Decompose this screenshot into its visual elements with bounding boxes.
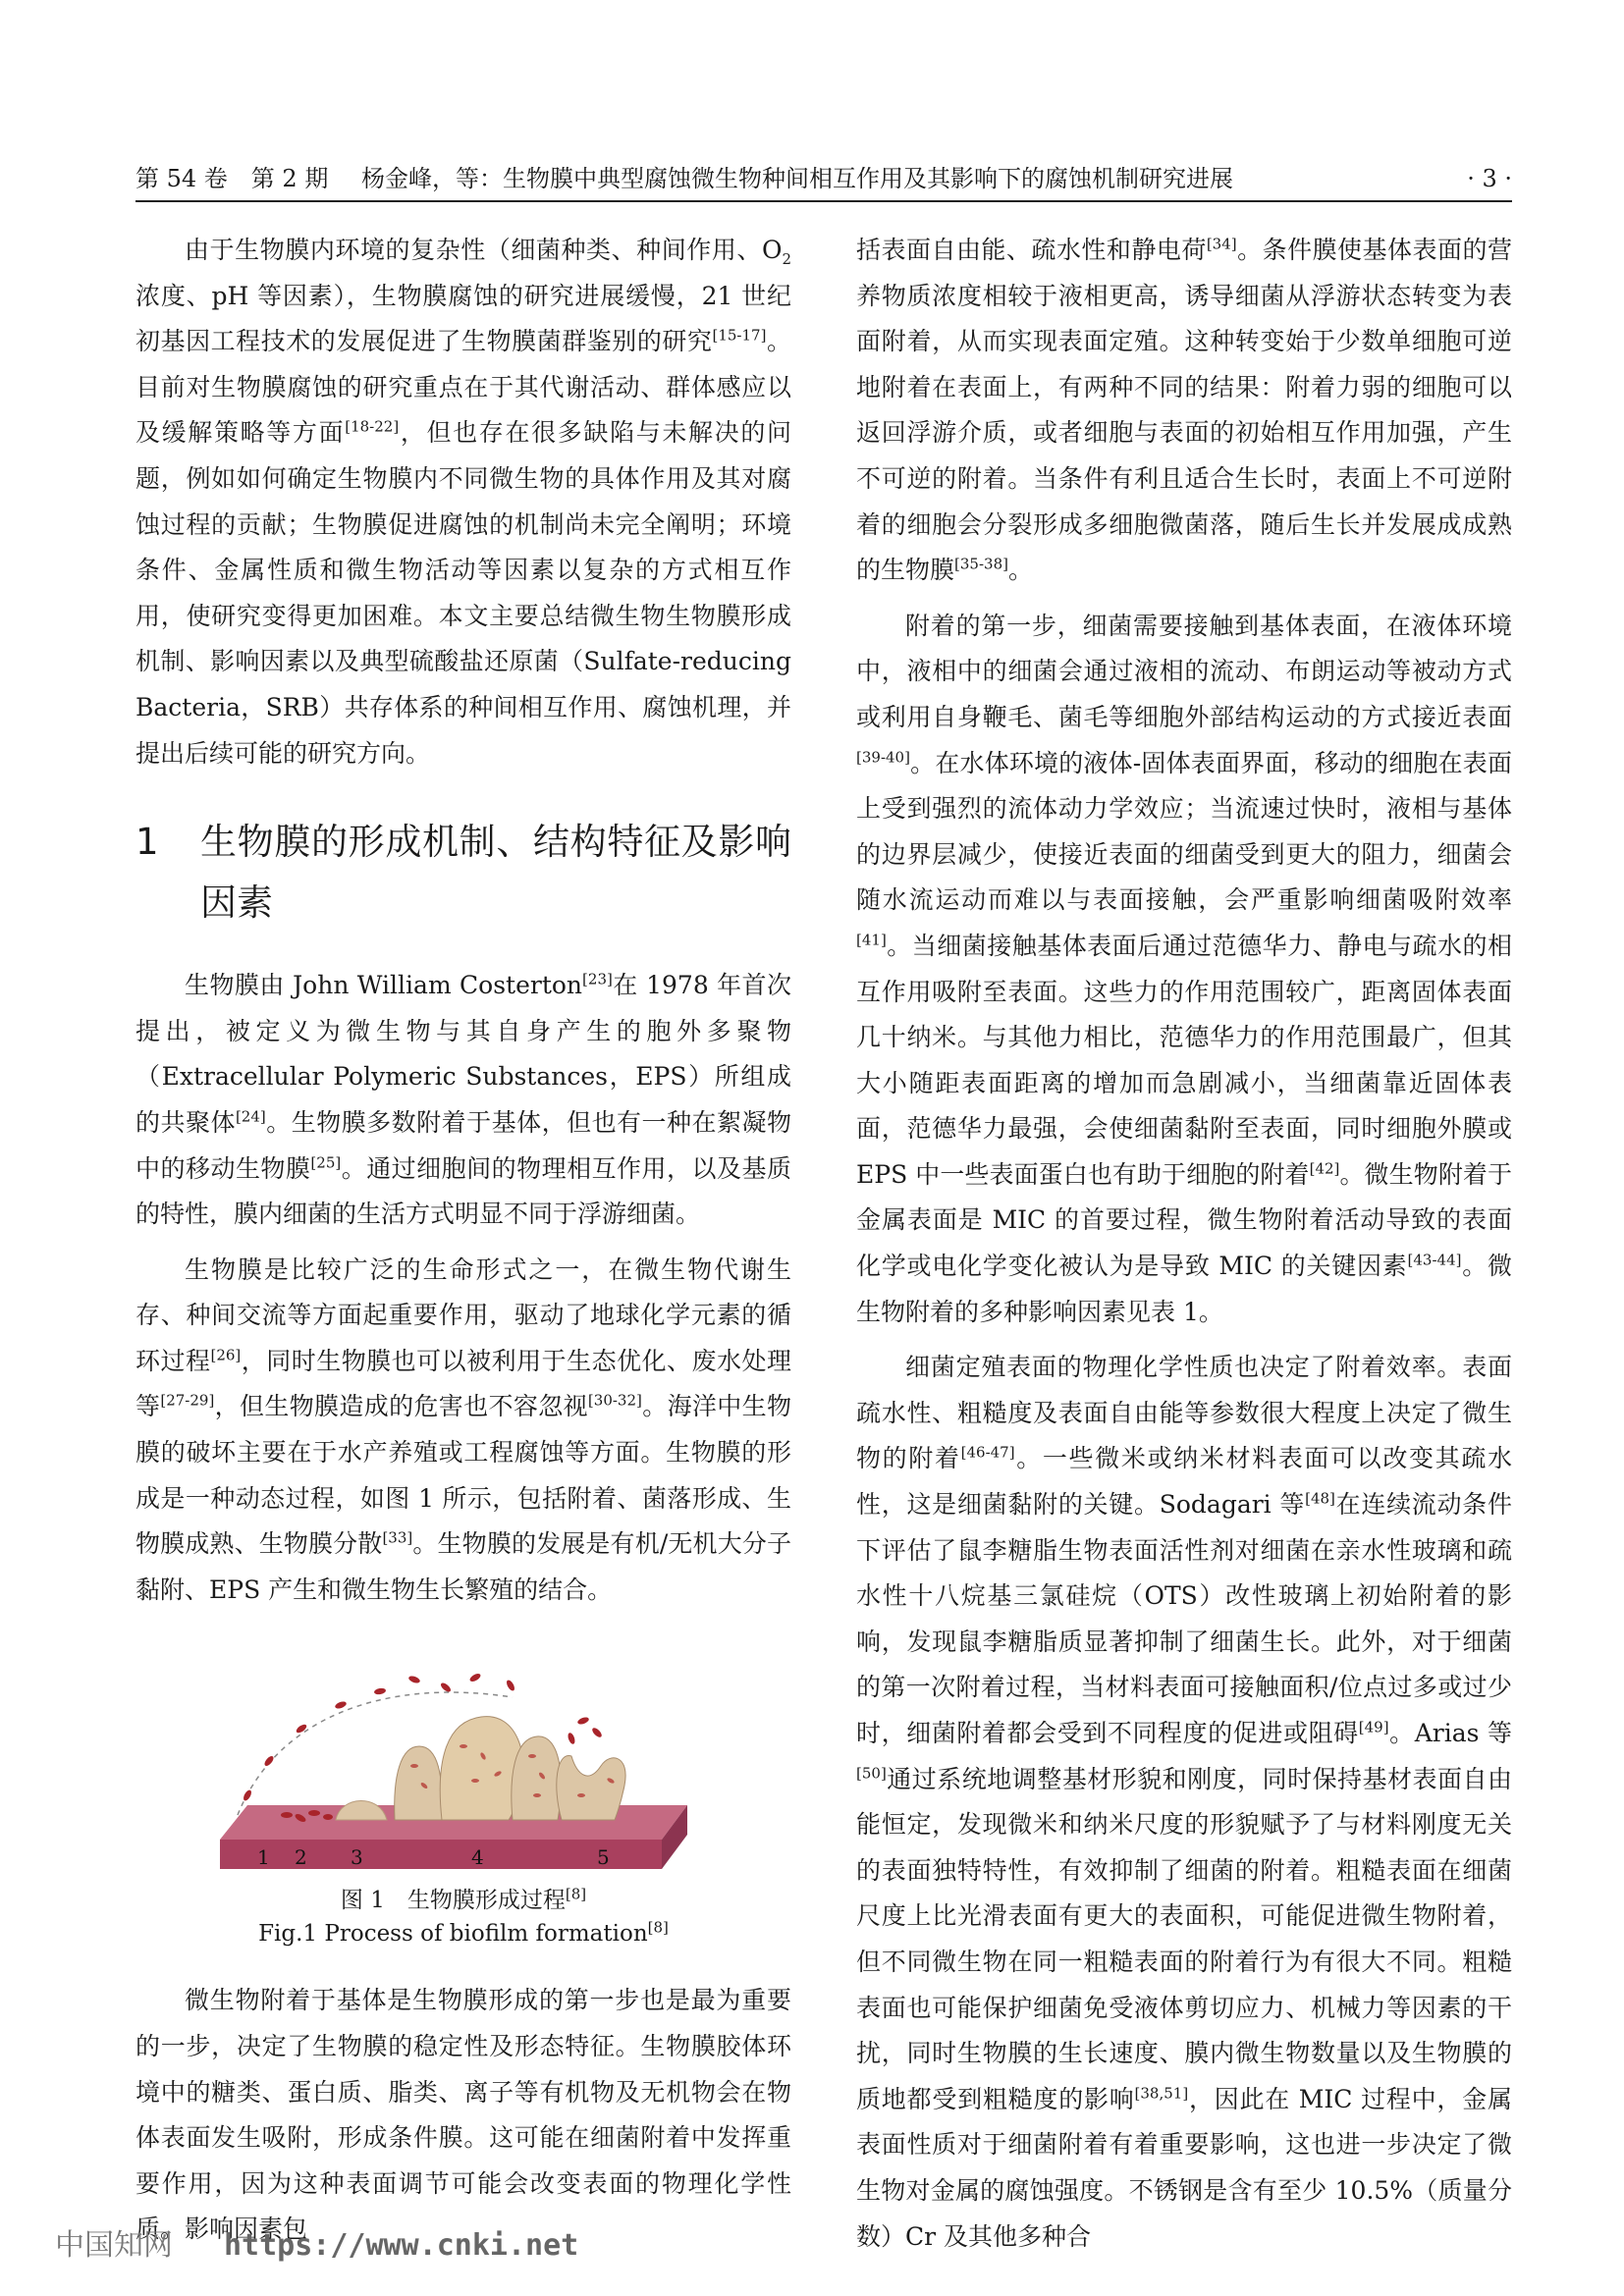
right-column bbox=[856, 228, 1512, 2260]
citation[interactable]: [25] bbox=[310, 1153, 342, 1172]
stage-label: 4 bbox=[471, 1845, 484, 1870]
substrate-front bbox=[220, 1840, 662, 1869]
figure-caption-en: Fig.1 Process of biofilm formation[8] bbox=[258, 1918, 669, 1948]
citation[interactable]: [50] bbox=[856, 1764, 887, 1783]
paragraph-definition: 生物膜由 John William Costerton[23]在 1978 年首次提出，被定义为微生物与其自身产生的胞外多聚物（Extracellular Polymeric Substances，EPS）所组成的共聚体[24]。生物膜多数附着于基体，但也有一种在絮凝物中的移动生物膜[25]。通过细胞间的物理相互作用，以及基质的特性，膜内细菌的生活方式明显不同于浮游细菌。 bbox=[135, 970, 791, 1229]
stage-label: 2 bbox=[295, 1845, 307, 1870]
journal-volume: 第 54 卷 第 2 期 bbox=[135, 165, 329, 192]
site-url[interactable]: https://www.cnki.net bbox=[224, 2228, 579, 2263]
mature-biofilm-small bbox=[395, 1746, 443, 1820]
figure-caption-cn: 图 1 生物膜形成过程[8] bbox=[340, 1885, 587, 1914]
microcolony bbox=[336, 1801, 387, 1821]
site-name: 中国知网 bbox=[55, 2228, 173, 2263]
paragraph-conditioning-film: 括表面自由能、疏水性和静电荷[34]。条件膜使基体表面的营养物质浓度相较于液相更高，诱导细菌从浮游状态转变为表面附着，从而实现表面定殖。这种转变始于少数单细胞可逆地附着在表面上，有两种不同的结果：附着力弱的细胞可以返回浮游介质，或者细胞与表面的初始相互作用加强，产生不可逆的附着。当条件有利且适合生长时，表面上不可逆附着的细胞会分裂形成多细胞微菌落，随后生长并发展成成熟的生物膜[35-38]。 bbox=[856, 235, 1512, 585]
figure-1 bbox=[135, 1658, 791, 1950]
citation[interactable]: [26] bbox=[210, 1346, 242, 1364]
stage-label: 1 bbox=[257, 1845, 270, 1870]
running-title: 杨金峰，等：生物膜中典型腐蚀微生物种间相互作用及其影响下的腐蚀机制研究进展 bbox=[361, 165, 1233, 192]
section-heading bbox=[135, 812, 791, 934]
citation[interactable]: [49] bbox=[1358, 1718, 1389, 1736]
paragraph-attachment: 微生物附着于基体是生物膜形成的第一步也是最为重要的一步，决定了生物膜的稳定性及形态特征。生物膜胶体环境中的糖类、蛋白质、脂类、离子等有机物及无机物会在物体表面发生吸附，形成条件膜。这可能在细菌附着中发挥重要作用，因为这种表面调节可能会改变表面的物理化学性质。影响因素包 bbox=[135, 1986, 791, 2244]
citation[interactable]: [38,51] bbox=[1134, 2084, 1189, 2103]
paragraph-first-step: 附着的第一步，细菌需要接触到基体表面，在液体环境中，液相中的细菌会通过液相的流动、布朗运动等被动方式或利用自身鞭毛、菌毛等细胞外部结构运动的方式接近表面[39-40]。在水体环境的液体-固体表面界面，移动的细胞在表面上受到强烈的流体动力学效应；当流速过快时，液相与基体的边界层减少，使接近表面的细菌受到更大的阻力，细菌会随水流运动而难以与表面接触，会严重影响细菌吸附效率[41]。当细菌接触基体表面后通过范德华力、静电与疏水的相互作用吸附至表面。这些力的作用范围较广，距离固体表面几十纳米。与其他力相比，范德华力的作用范围最广，但其大小随距表面距离的增加而急剧减小，当细菌靠近固体表面，范德华力最强，会使细菌黏附至表面，同时细胞外膜或 EPS 中一些表面蛋白也有助于细胞的附着[42]。微生物附着于金属表面是 MIC 的首要过程，微生物附着活动导致的表面化学或电化学变化被认为是导致 MIC 的关键因素[43-44]。微生物附着的多种影响因素见表 1。 bbox=[856, 611, 1512, 1326]
citation[interactable]: [30-32] bbox=[587, 1392, 642, 1411]
biofilm-formation-illustration bbox=[218, 1658, 709, 1884]
citation[interactable]: [48] bbox=[1305, 1489, 1335, 1508]
paragraph-life-form: 生物膜是比较广泛的生命形式之一，在微生物代谢生存、种间交流等方面起重要作用，驱动了地球化学元素的循环过程[26]，同时生物膜也可以被利用于生态优化、废水处理等[27-29]，但生物膜造成的危害也不容忽视[30-32]。海洋中生物膜的破坏主要在于水产养殖或工程腐蚀等方面。生物膜的形成是一种动态过程，如图 1 所示，包括附着、菌落形成、生物膜成熟、生物膜分散[33]。生物膜的发展是有机/无机大分子黏附、EPS 产生和微生物生长繁殖的结合。 bbox=[135, 1255, 791, 1604]
watermark-footer bbox=[55, 2220, 578, 2264]
running-header bbox=[135, 157, 1512, 202]
citation[interactable]: [41] bbox=[856, 931, 887, 949]
citation[interactable]: [42] bbox=[1309, 1159, 1340, 1178]
citation[interactable]: [23] bbox=[582, 970, 613, 988]
section-title: 生物膜的形成机制、结构特征及影响因素 bbox=[200, 821, 791, 925]
citation[interactable]: [39-40] bbox=[856, 748, 910, 767]
stage-label: 5 bbox=[597, 1845, 610, 1870]
stage-label: 3 bbox=[351, 1845, 363, 1870]
section-number: 1 bbox=[135, 821, 159, 864]
dispersing-biofilm bbox=[557, 1756, 625, 1820]
paragraph-intro: 由于生物膜内环境的复杂性（细菌种类、种间作用、$O_2$浓度、pH 等因素），生物膜腐蚀的研究进展缓慢，21 世纪初基因工程技术的发展促进了生物膜菌群鉴别的研究[15-17]。目前对生物膜腐蚀的研究重点在于其代谢活动、群体感应以及缓解策略等方面[18-22]，但也存在很多缺陷与未解决的问题，例如如何确定生物膜内不同微生物的具体作用及其对腐蚀过程的贡献；生物膜促进腐蚀的机制尚未完全阐明；环境条件、金属性质和微生物活动等因素以复杂的方式相互作用，使研究变得更加困难。本文主要总结微生物生物膜形成机制、影响因素以及典型硫酸盐还原菌（Sulfate-reducing Bacteria，SRB）共存体系的种间相互作用、腐蚀机理，并提出后续可能的研究方向。 bbox=[135, 236, 791, 768]
citation[interactable]: [15-17] bbox=[712, 326, 767, 345]
citation[interactable]: [18-22] bbox=[345, 418, 400, 437]
citation[interactable]: [34] bbox=[1206, 235, 1237, 253]
left-column bbox=[135, 228, 791, 2253]
citation[interactable]: [33] bbox=[382, 1528, 413, 1547]
citation[interactable]: [46-47] bbox=[960, 1444, 1015, 1463]
citation[interactable]: [43-44] bbox=[1407, 1251, 1462, 1269]
paragraph-surface-properties: 细菌定殖表面的物理化学性质也决定了附着效率。表面疏水性、粗糙度及表面自由能等参数很大程度上决定了微生物的附着[46-47]。一些微米或纳米材料表面可以改变其疏水性，这是细菌黏附的关键。Sodagari 等[48]在连续流动条件下评估了鼠李糖脂生物表面活性剂对细菌在亲水性玻璃和疏水性十八烷基三氯硅烷（OTS）改性玻璃上初始附着的影响，发现鼠李糖脂质显著抑制了细菌生长。此外，对于细菌的第一次附着过程，当材料表面可接触面积/位点过多或过少时，细菌附着都会受到不同程度的促进或阻碍[49]。Arias 等[50]通过系统地调整基材形貌和刚度，同时保持基材表面自由能恒定，发现微米和纳米尺度的形貌赋予了与材料刚度无关的表面独特特性，有效抑制了细菌的附着。粗糙表面在细菌尺度上比光滑表面有更大的表面积，可能促进微生物附着，但不同微生物在同一粗糙表面的附着行为有很大不同。粗糙表面也可能保护细菌免受液体剪切应力、机械力等因素的干扰，同时生物膜的生长速度、膜内微生物数量以及生物膜的质地都受到粗糙度的影响[38,51]，因此在 MIC 过程中，金属表面性质对于细菌附着有着重要影响，这也进一步决定了微生物对金属的腐蚀强度。不锈钢是含有至少 10.5%（质量分数）Cr 及其他多种合 bbox=[856, 1353, 1512, 2251]
citation[interactable]: [35-38] bbox=[954, 555, 1008, 573]
page-number: · 3 · bbox=[1467, 165, 1512, 192]
citation[interactable]: [27-29] bbox=[160, 1392, 215, 1411]
citation[interactable]: [24] bbox=[235, 1107, 266, 1126]
